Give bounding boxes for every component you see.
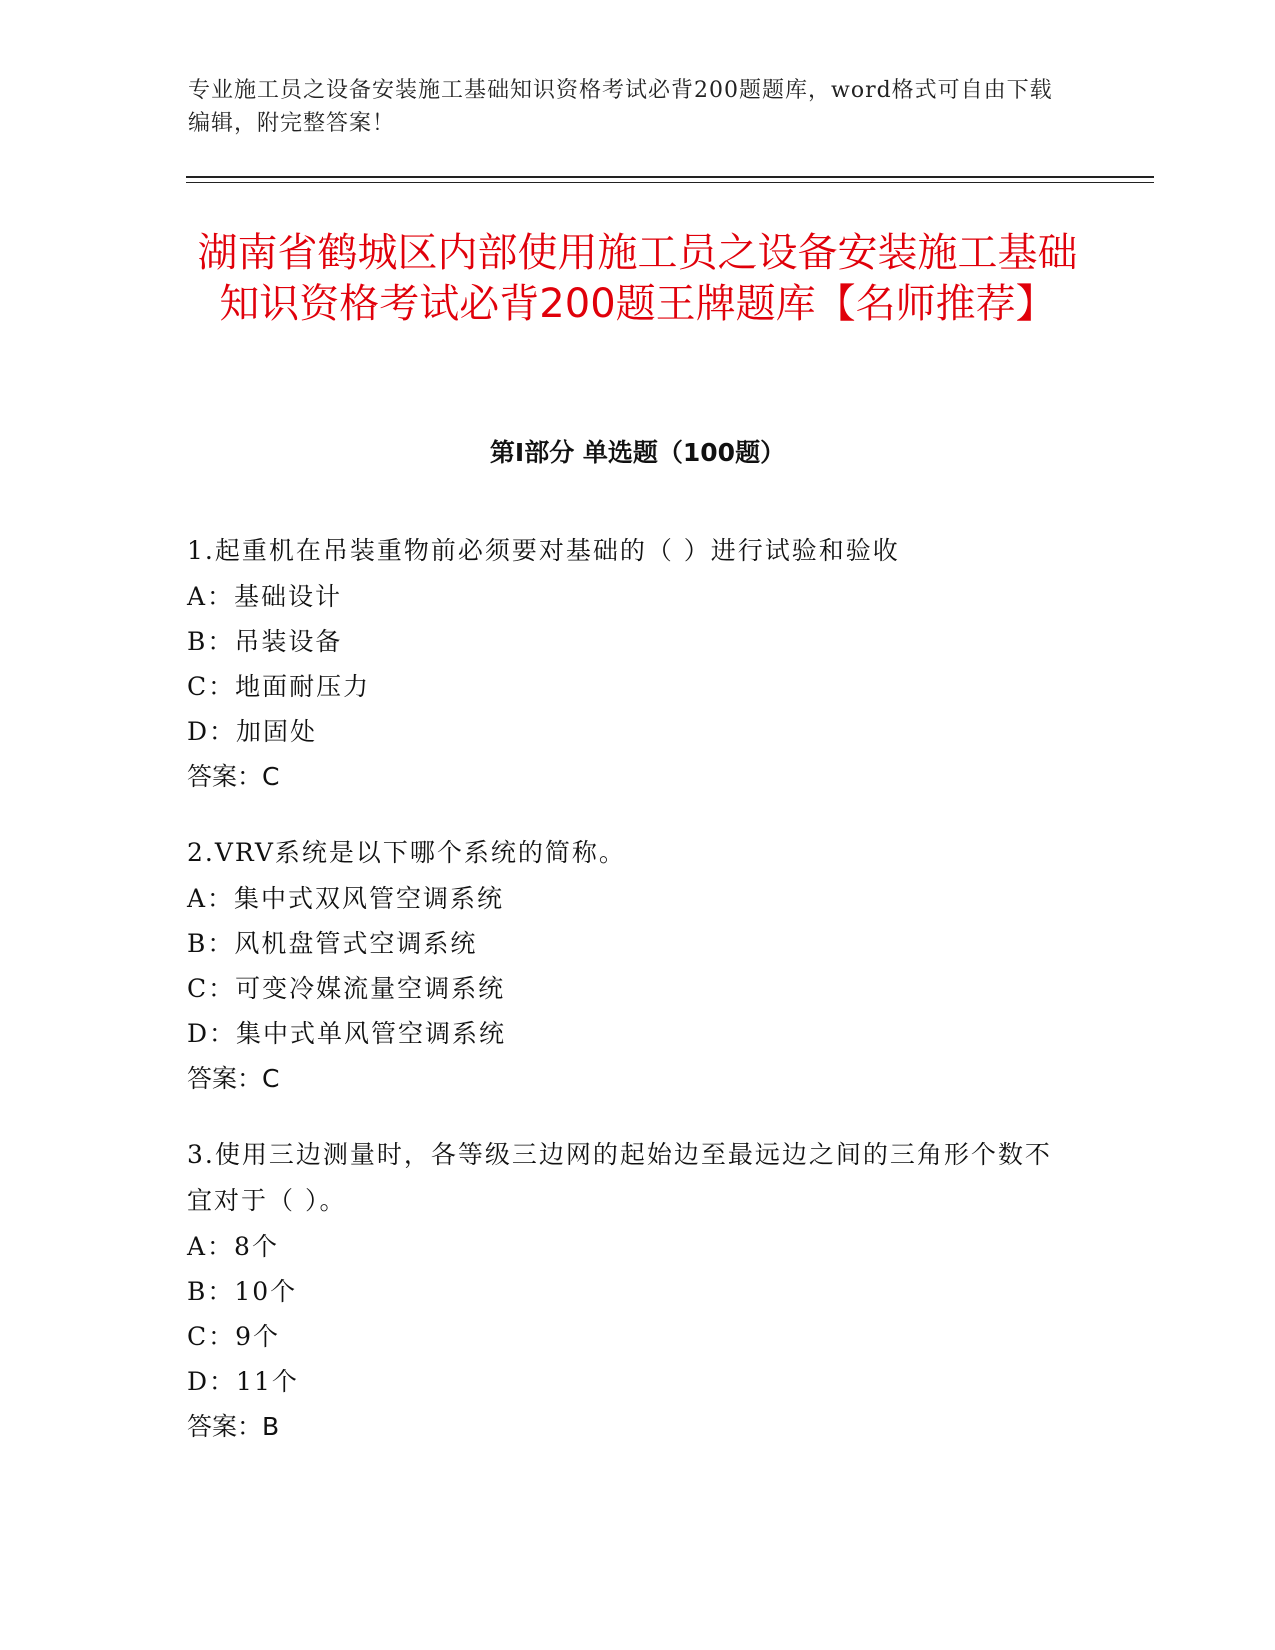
question-answer: 答案：C [187,1064,280,1093]
option-b: B：吊装设备 [187,627,343,656]
question-answer: 答案：C [187,762,280,791]
option-c: C：9个 [187,1322,281,1351]
option-a: A：8个 [187,1232,279,1261]
question-stem: 2.VRV系统是以下哪个系统的简称。 [187,838,626,867]
question-list [187,528,1067,1480]
question-stem: 1.起重机在吊装重物前必须要对基础的（ ）进行试验和验收 [187,536,900,565]
option-b: B：风机盘管式空调系统 [187,929,478,958]
option-d: D：加固处 [187,717,318,746]
option-b: B：10个 [187,1277,298,1306]
option-d: D：集中式单风管空调系统 [187,1019,507,1048]
question-stem: 3.使用三边测量时，各等级三边网的起始边至最远边之间的三角形个数不宜对于（ ）。 [187,1140,1052,1215]
option-d: D：11个 [187,1367,299,1396]
header-note: 专业施工员之设备安装施工基础知识资格考试必背200题题库，word格式可自由下载编辑，附完整答案！ [188,78,1053,136]
question-item-2 [187,830,1067,1102]
header-divider-thin [186,182,1154,183]
header-divider-thick [186,176,1154,178]
option-a: A：集中式双风管空调系统 [187,884,505,913]
question-item-1 [187,528,1067,800]
document-title: 湖南省鹤城区内部使用施工员之设备安装施工基础知识资格考试必背200题王牌题库【名师推荐】 [197,230,1078,327]
question-item-3 [187,1132,1067,1450]
section-title: 第I部分 单选题（100题） [489,438,786,467]
question-answer: 答案：B [187,1412,280,1441]
option-a: A：基础设计 [187,582,343,611]
option-c: C：可变冷媒流量空调系统 [187,974,506,1003]
option-c: C：地面耐压力 [187,672,371,701]
